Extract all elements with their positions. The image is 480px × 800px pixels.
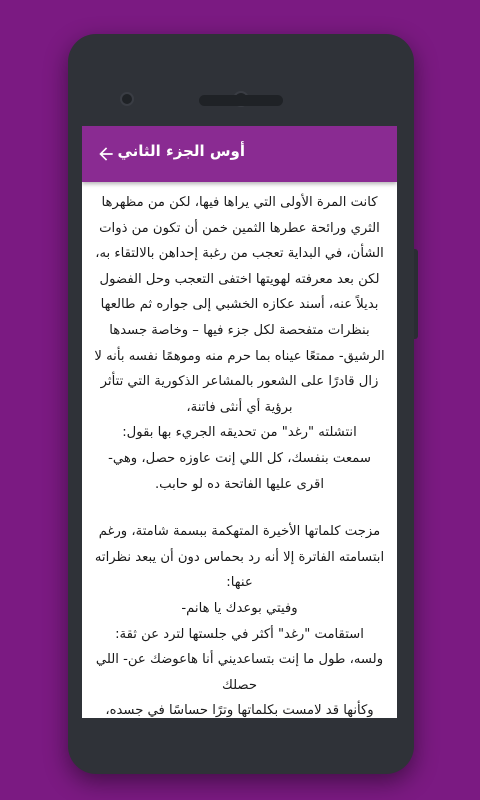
story-paragraph: مزجت كلماتها الأخيرة المتهكمة ببسمة شامتة، ورغم ابتسامته الفاترة إلا أنه رد بحماس دون أن يبعد نظراته عنها: [94, 524, 385, 591]
story-text-area[interactable] [82, 182, 397, 718]
story-paragraph: وكأنها قد لامست بكلماتها وترًا حساسًا في جسده، [105, 703, 374, 718]
app-bar [82, 126, 397, 182]
back-button[interactable] [92, 140, 120, 168]
front-sensor-icon [120, 92, 134, 106]
story-paragraph: سمعت بنفسك، كل اللي إنت عاوزه حصل، وهي- [108, 450, 371, 466]
page-title: أوس الجزء الثاني [117, 142, 245, 160]
phone-frame [68, 34, 414, 774]
story-paragraph: كانت المرة الأولى التي يراها فيها، لكن من مظهرها الثري ورائحة عطرها الثمين خمن أن تكون من ذوات الشأن، في البداية تعجب من رغبة إحداهن بالالتقاء به، لكن بعد معرفته لهويتها اختفى التعجب وحل الفضول بديلاً عنه، أسند عكازه الخشبي إلى جواره ثم طالعها بنظرات متفحصة لكل جزء فيها – وخاصة جسدها الرشيق- ممتعًا عيناه بما حرم منه وموهمًا نفسه بأنه لا زال قادرًا على الشعور بالمشاعر الذكورية التي تتأثر برؤية أي أنثى فاتنة، [94, 195, 385, 415]
story-paragraph: استقامت "رغد" أكثر في جلستها لترد عن ثقة: [115, 626, 364, 642]
device-screen [82, 126, 397, 718]
story-paragraph: وفيتي بوعدك يا هانم- [181, 600, 298, 616]
arrow-back-icon [96, 144, 116, 164]
story-paragraph: انتشلته "رغد" من تحديقه الجريء بها بقول: [122, 425, 357, 441]
power-button [414, 249, 418, 339]
story-paragraph: ولسه، طول ما إنت بتساعديني أنا هاعوضك عن- اللي حصلك [95, 652, 384, 693]
earpiece-speaker [199, 95, 283, 106]
story-paragraph: اقرى عليها الفاتحة ده لو حابب. [154, 476, 325, 492]
